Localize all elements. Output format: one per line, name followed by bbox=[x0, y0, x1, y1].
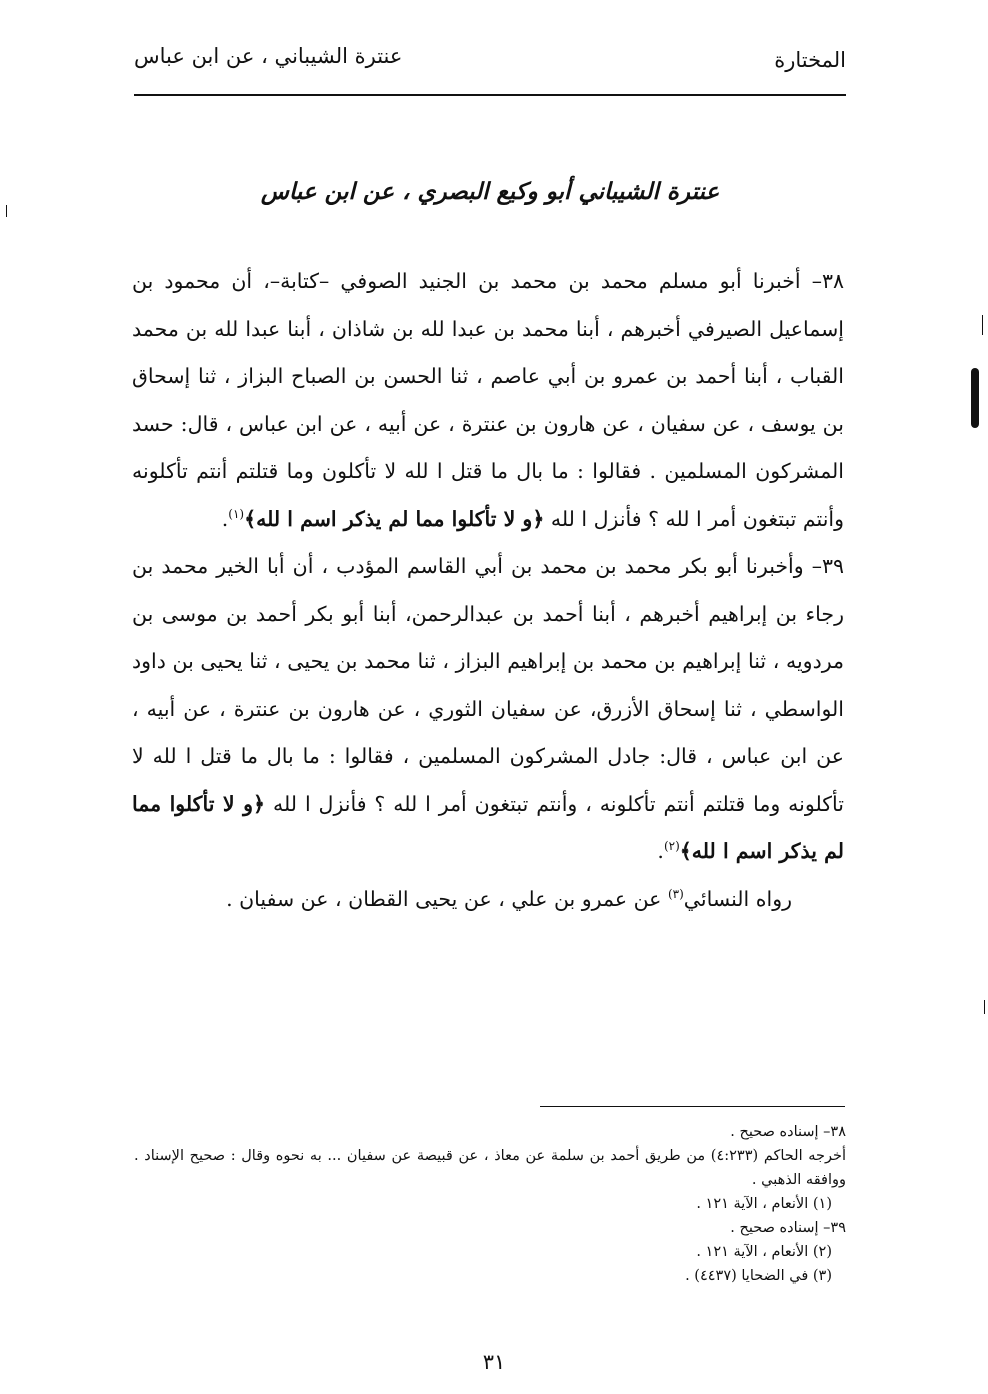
footnote-item: ٣٩– إسناده صحيح . bbox=[730, 1220, 846, 1236]
footnote-item: (٢) الأنعام ، الآية ١٢١ . bbox=[696, 1244, 832, 1260]
hadith-39-quran-verse: ﴿و لا تأكلوا مما لم يذكر اسم ا لله﴾ bbox=[132, 791, 844, 863]
narration-after: عن عمرو بن علي ، عن يحيى القطان ، عن سفيان . bbox=[226, 886, 662, 911]
hadith-38-footnote-ref: (١) bbox=[228, 506, 245, 521]
narration-footnote-ref: (٣) bbox=[667, 886, 684, 901]
footnote-divider bbox=[540, 1106, 845, 1107]
footnote-item: ٣٨– إسناده صحيح . bbox=[730, 1124, 846, 1140]
page-number: ٣١ bbox=[482, 1350, 506, 1374]
book-title: المختارة bbox=[774, 48, 846, 72]
chapter-title: عنترة الشيباني ، عن ابن عباس bbox=[134, 44, 403, 68]
scan-mark bbox=[984, 1000, 985, 1014]
running-header bbox=[134, 38, 846, 88]
scan-mark bbox=[6, 205, 7, 217]
hadith-39 bbox=[132, 543, 844, 876]
hadith-38-quran-verse: ﴿و لا تأكلوا مما لم يذكر اسم ا لله﴾ bbox=[244, 506, 545, 531]
hadith-38-text: ٣٨– أخبرنا أبو مسلم محمد بن محمد بن الجنيد الصوفي –كتابة–، أن محمود بن إسماعيل الصيرفي أخبرهم ، أبنا محمد بن عبدا لله بن شاذان ، أبنا عبدا لله بن محمد القباب ، أبنا أحمد بن عمرو بن أبي عاصم ، ثنا الحسن بن الصباح البزاز ، ثنا إسحاق بن يوسف ، عن سفيان ، عن هارون بن عنترة ، عن أبيه ، عن ابن عباس ، قال: حسد المشركون المسلمين . فقالوا : ما بال ما قتل ا لله لا تأكلون وما قتلتم أنتم تأكلونه وأنتم تبتغون أمر ا لله ؟ فأنزل ا لله bbox=[132, 269, 844, 531]
footnote-item: (٣) في الضحايا (٤٤٣٧) . bbox=[685, 1268, 832, 1284]
hadith-39-text: ٣٩– وأخبرنا أبو بكر محمد بن محمد بن أبي القاسم المؤدب ، أن أبا الخير محمد بن رجاء بن إبراهيم أخبرهم ، أبنا أحمد بن عبدالرحمن، أبنا أبو بكر أحمد بن موسى بن مردويه ، ثنا إبراهيم بن محمد بن إبراهيم البزاز ، ثنا محمد بن يحيى ، ثنا يحيى بن داود الواسطي ، ثنا إسحاق الأزرق، عن سفيان الثوري ، عن هارون بن عنترة ، عن أبيه ، عن ابن عباس ، قال: جادل المشركون المسلمين ، فقالوا : ما بال ما قتل ا لله لا تأكلونه وما قتلتم أنتم تأكلونه ، وأنتم تبتغون أمر ا لله ؟ فأنزل ا لله bbox=[132, 554, 844, 816]
narration-before: رواه النسائي bbox=[683, 886, 792, 911]
narration-note bbox=[132, 876, 844, 924]
scan-mark bbox=[971, 368, 979, 428]
section-title: عنترة الشيباني أبو وكيع البصري ، عن ابن عباس bbox=[260, 178, 720, 205]
header-divider bbox=[134, 94, 846, 96]
hadith-38-end: . bbox=[221, 506, 229, 531]
scan-mark bbox=[982, 315, 983, 335]
hadith-39-footnote-ref: (٢) bbox=[663, 839, 680, 854]
main-text bbox=[132, 258, 844, 923]
footnote-item: (١) الأنعام ، الآية ١٢١ . bbox=[696, 1196, 832, 1212]
hadith-38 bbox=[132, 258, 844, 543]
footnotes bbox=[134, 1120, 846, 1288]
hadith-39-end: . bbox=[657, 839, 664, 863]
footnote-item: أخرجه الحاكم (٤:٢٣٣) من طريق أحمد بن سلمة عن معاذ ، عن قبيصة عن سفيان ... به نحوه وقال : صحيح الإسناد . ووافقه الذهبي . bbox=[134, 1148, 846, 1188]
